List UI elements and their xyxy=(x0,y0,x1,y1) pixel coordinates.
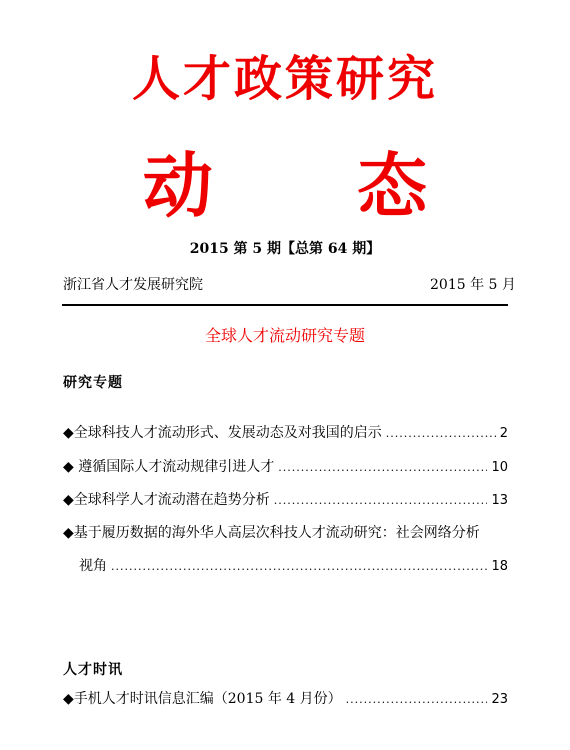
toc-leader-dots xyxy=(111,560,487,573)
toc-leader-dots xyxy=(386,427,496,440)
toc-item-page: 18 xyxy=(491,559,508,574)
toc-item-label-line1[interactable]: ◆基于履历数据的海外华人高层次科技人才流动研究：社会网络分析 xyxy=(63,525,480,541)
section-heading-research: 研究专题 xyxy=(63,375,123,391)
toc-item-page: 13 xyxy=(491,493,508,508)
toc-item[interactable] xyxy=(79,555,508,575)
topic-title: 全球人才流动研究专题 xyxy=(204,326,365,345)
toc-item-page: 2 xyxy=(499,426,508,441)
toc-leader-dots xyxy=(346,693,488,706)
issue-number: 2015 第 5 期【总第 64 期】 xyxy=(189,241,381,257)
toc-item[interactable] xyxy=(63,688,508,708)
toc-item[interactable] xyxy=(63,489,508,509)
toc-item-label: ◆全球科学人才流动潜在趋势分析 xyxy=(63,492,270,508)
toc-item-label: ◆全球科技人才流动形式、发展动态及对我国的启示 xyxy=(63,425,382,441)
toc-item-label: ◆ 遵循国际人才流动规律引进人才 xyxy=(63,459,275,475)
publication-date: 2015 年 5 月 xyxy=(430,277,516,293)
organization-name: 浙江省人才发展研究院 xyxy=(63,277,203,293)
toc-item[interactable] xyxy=(63,422,508,442)
toc-leader-dots xyxy=(274,494,488,507)
toc-item-page: 23 xyxy=(491,692,508,707)
toc-item-page: 10 xyxy=(491,460,508,475)
journal-title: 人才政策研究 xyxy=(131,51,438,107)
header-divider xyxy=(62,304,508,306)
toc-item[interactable] xyxy=(63,456,508,476)
toc-item-label-line2: 视角 xyxy=(79,558,107,574)
toc-item-label: ◆手机人才时讯信息汇编（2015 年 4 月份） xyxy=(63,691,342,707)
toc-leader-dots xyxy=(278,461,487,474)
section-heading-news: 人才时讯 xyxy=(63,662,123,678)
journal-subtitle: 动 态 xyxy=(142,144,488,227)
